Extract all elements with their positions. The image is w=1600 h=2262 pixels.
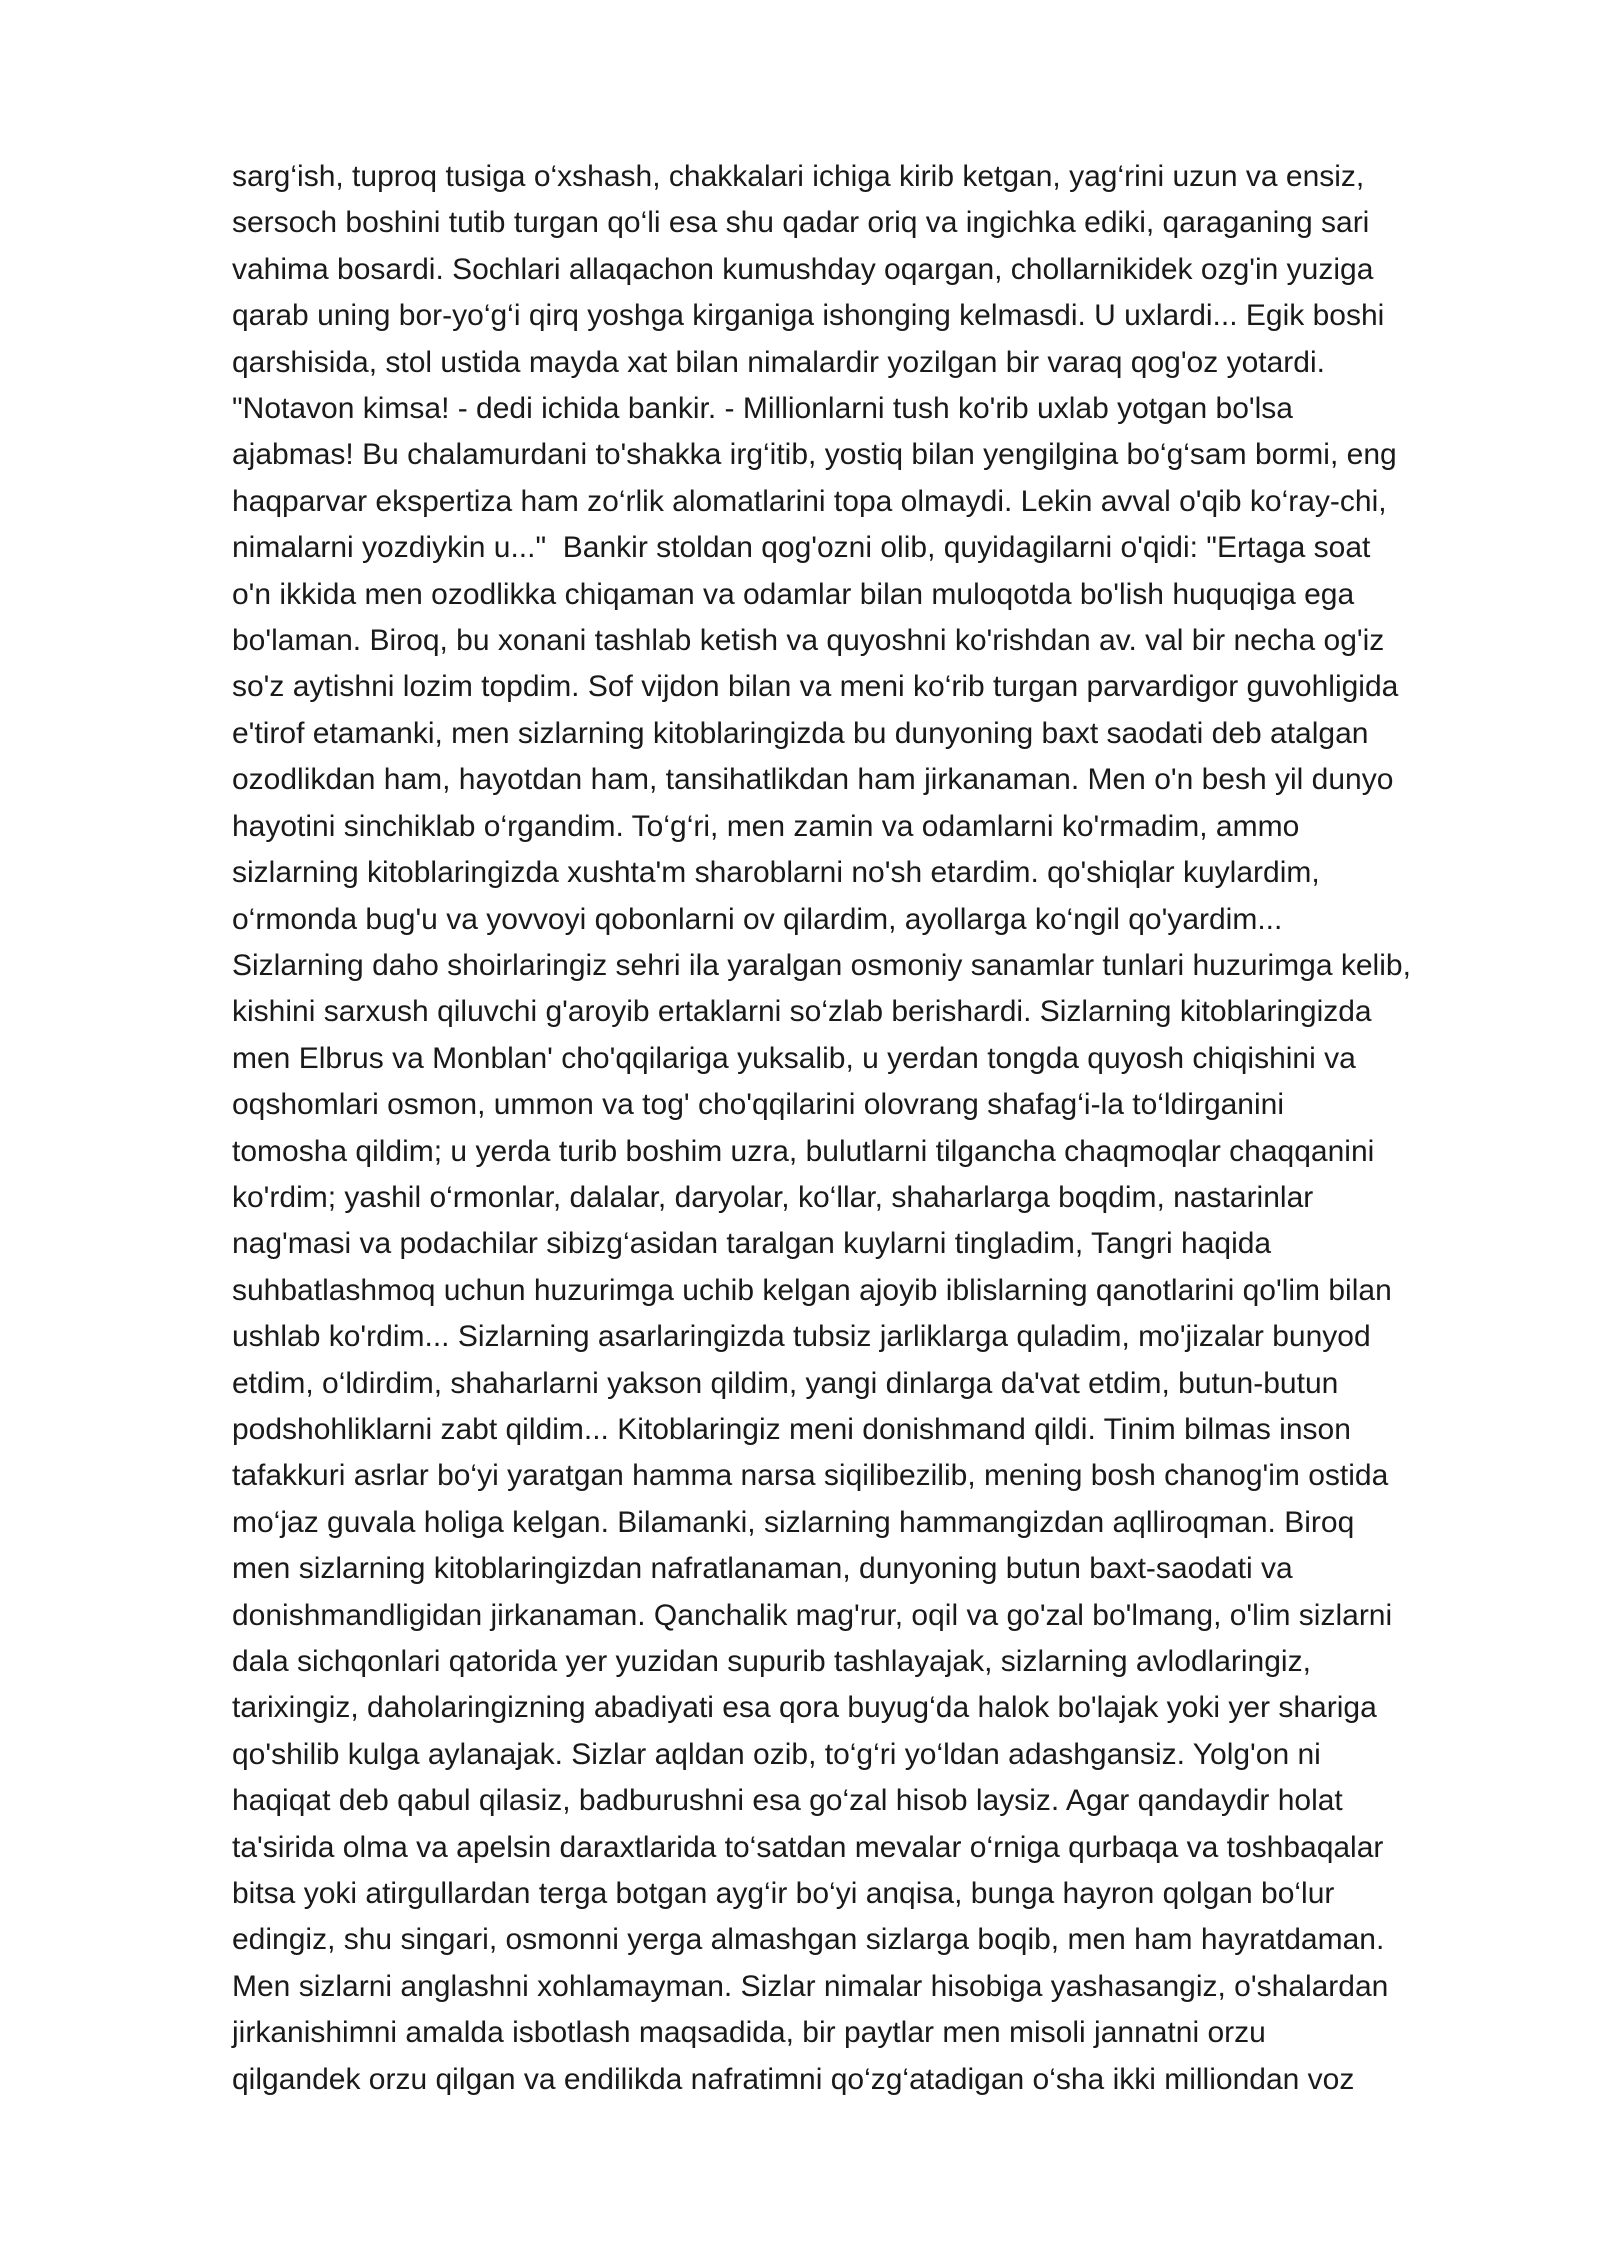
text-line: oqshomlari osmon, ummon va tog' cho'qqilarini olovrang shafag‘i-la to‘ldirganini (232, 1088, 1285, 1122)
body-text (232, 154, 1532, 2103)
text-line: qo'shilib kulga aylanajak. Sizlar aqldan ozib, to‘g‘ri yo‘ldan adashgansiz. Yolg'on ni (232, 1737, 1321, 1771)
text-line: tomosha qildim; u yerda turib boshim uzra, bulutlarni tilgancha chaqmoqlar chaqqanini (232, 1134, 1375, 1168)
text-line: ozodlikdan ham, hayotdan ham, tansihatlikdan ham jirkanaman. Men o'n besh yil dunyo (232, 763, 1394, 797)
text-line: qarshisida, stol ustida mayda xat bilan nimalardir yozilgan bir varaq qog'oz yotardi. (232, 345, 1325, 379)
text-line: ajabmas! Bu chalamurdani to'shakka irg‘itib, yostiq bilan yengilgina bo‘g‘sam bormi, eng (232, 438, 1397, 472)
text-line: haqparvar ekspertiza ham zo‘rlik alomatlarini topa olmaydi. Lekin avval o'qib ko‘ray-chi, (232, 484, 1387, 518)
text-line: qilgandek orzu qilgan va endilikda nafratimni qo‘zg‘atadigan o‘sha ikki milliondan voz (232, 2062, 1355, 2096)
text-line: hayotini sinchiklab o‘rgandim. To‘g‘ri, men zamin va odamlarni ko'rmadim, ammo (232, 809, 1300, 843)
text-line: etdim, o‘ldirdim, shaharlarni yakson qildim, yangi dinlarga da'vat etdim, butun-butun (232, 1366, 1339, 1400)
text-line: bo'laman. Biroq, bu xonani tashlab ketish va quyoshni ko'rishdan av. val bir necha og'iz (232, 624, 1385, 658)
text-line: qarab uning bor-yo‘g‘i qirq yoshga kirganiga ishonging kelmasdi. U uxlardi... Egik boshi (232, 299, 1385, 333)
text-line: Men sizlarni anglashni xohlamayman. Sizlar nimalar hisobiga yashasangiz, o'shalardan (232, 1969, 1389, 2003)
text-line: suhbatlashmoq uchun huzurimga uchib kelgan ajoyib iblislarning qanotlarini qo'lim bilan (232, 1273, 1392, 1307)
text-line: sizlarning kitoblaringizda xushta'm sharoblarni no'sh etardim. qo'shiqlar kuylardim, (232, 856, 1320, 890)
text-line: ta'sirida olma va apelsin daraxtlarida to‘satdan mevalar o‘rniga qurbaqa va toshbaqalar (232, 1830, 1384, 1864)
text-line: e'tirof etamanki, men sizlarning kitoblaringizda bu dunyoning baxt saodati deb atalgan (232, 716, 1369, 750)
text-line: so'z aytishni lozim topdim. Sof vijdon bilan va meni ko‘rib turgan parvardigor guvohligida (232, 670, 1399, 704)
text-line: Sizlarning daho shoirlaringiz sehri ila yaralgan osmoniy sanamlar tunlari huzurimga kelib, (232, 948, 1411, 982)
text-line: sersoch boshini tutib turgan qo‘li esa shu qadar oriq va ingichka ediki, qaraganing sari (232, 206, 1370, 240)
text-line: nag'masi va podachilar sibizg‘asidan taralgan kuylarni tingladim, Tangri haqida (232, 1227, 1272, 1261)
text-line: jirkanishimni amalda isbotlash maqsadida, bir paytlar men misoli jannatni orzu (232, 2016, 1266, 2050)
text-line: bitsa yoki atirgullardan terga botgan ayg‘ir bo‘yi anqisa, bunga hayron qolgan bo‘lur (232, 1877, 1335, 1911)
text-line: dala sichqonlari qatorida yer yuzidan supurib tashlayajak, sizlarning avlodlaringiz, (232, 1645, 1311, 1678)
text-line: men sizlarning kitoblaringizdan nafratlanaman, dunyoning butun baxt-saodati va (232, 1552, 1293, 1586)
text-line: edingiz, shu singari, osmonni yerga almashgan sizlarga boqib, men ham hayratdaman. (232, 1923, 1385, 1957)
text-line: ushlab ko'rdim... Sizlarning asarlaringizda tubsiz jarliklarga quladim, mo'jizalar bunyod (232, 1320, 1371, 1354)
text-line: men Elbrus va Monblan' cho'qqilariga yuksalib, u yerdan tongda quyosh chiqishini va (232, 1041, 1356, 1075)
text-line: ko'rdim; yashil o‘rmonlar, dalalar, daryolar, ko‘llar, shaharlarga boqdim, nastarinlar (232, 1180, 1314, 1214)
text-line: tafakkuri asrlar bo‘yi yaratgan hamma narsa siqilibezilib, mening bosh chanog'im ostida (232, 1459, 1389, 1493)
text-line: mo‘jaz guvala holiga kelgan. Bilamanki, sizlarning hammangizdan aqlliroqman. Biroq (232, 1505, 1355, 1539)
text-line: tarixingiz, daholaringizning abadiyati esa qora buyug‘da halok bo'lajak yoki yer shariga (232, 1691, 1377, 1725)
text-line: haqiqat deb qabul qilasiz, badburushni esa go‘zal hisob laysiz. Agar qandaydir holat (232, 1784, 1343, 1818)
text-line: donishmandligidan jirkanaman. Qanchalik mag'rur, oqil va go'zal bo'lmang, o'lim sizlarni (232, 1598, 1393, 1632)
text-line: o‘rmonda bug'u va yovvoyi qobonlarni ov qilardim, ayollarga ko‘ngil qo'yardim... (232, 902, 1283, 936)
text-line: o'n ikkida men ozodlikka chiqaman va odamlar bilan muloqotda bo'lish huquqiga ega (232, 577, 1355, 611)
text-line: "Notavon kimsa! - dedi ichida bankir. - Millionlarni tush ko'rib uxlab yotgan bo'lsa (232, 392, 1293, 426)
text-line: vahima bosardi. Sochlari allaqachon kumushday oqargan, chollarnikidek ozg'in yuziga (232, 252, 1374, 286)
text-line: sarg‘ish, tuproq tusiga o‘xshash, chakkalari ichiga kirib ketgan, yag‘rini uzun va ensiz, (232, 160, 1365, 193)
text-line: podshohliklarni zabt qildim... Kitoblaringiz meni donishmand qildi. Tinim bilmas inson (232, 1412, 1351, 1446)
text-line: kishini sarxush qiluvchi g'aroyib ertaklarni so‘zlab berishardi. Sizlarning kitoblaringizda (232, 995, 1372, 1029)
text-line: nimalarni yozdiykin u..." Bankir stoldan qog'ozni olib, quyidagilarni o'qidi: "Ertaga soat (232, 531, 1371, 565)
